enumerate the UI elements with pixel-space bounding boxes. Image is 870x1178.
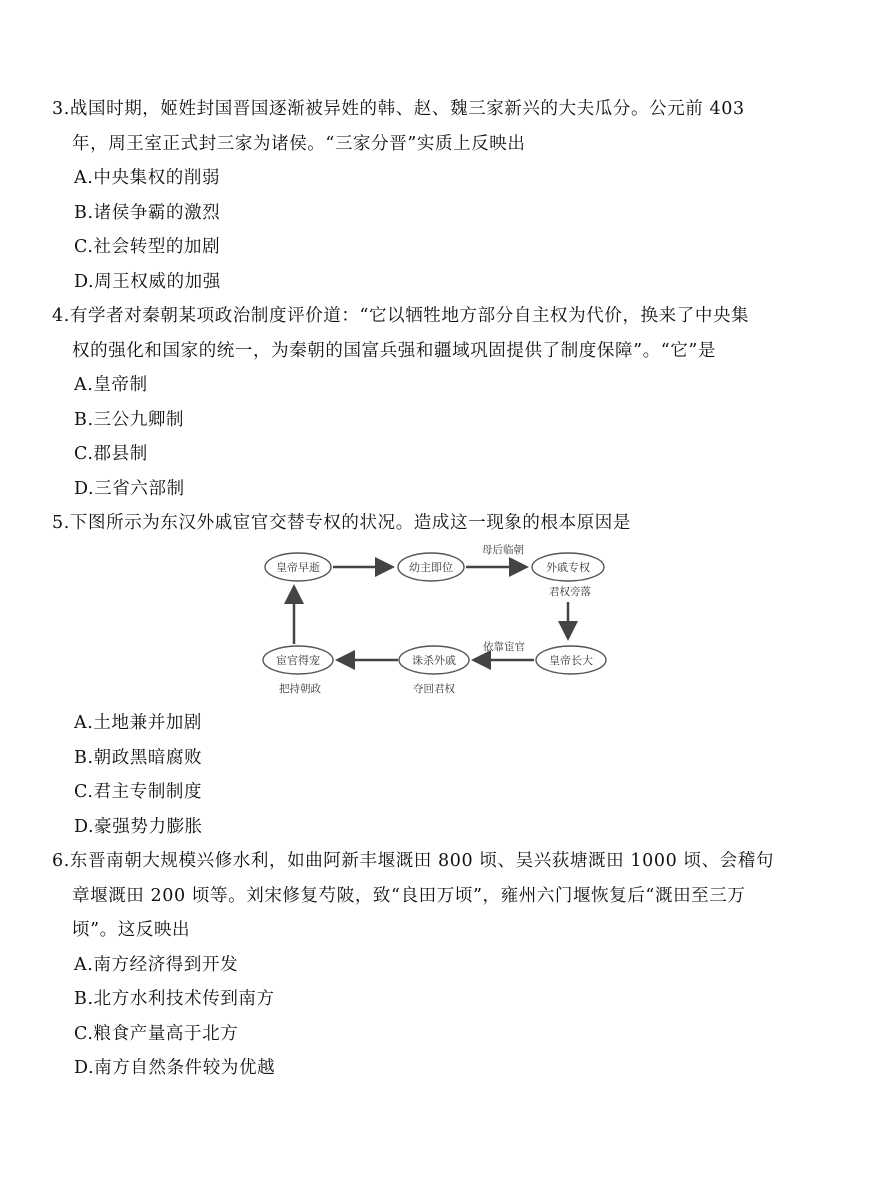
label-power-falls: 君权旁落 [549,586,591,598]
node-child-ascends [398,553,464,581]
svg-text:诛杀外戚: 诛杀外戚 [412,654,456,667]
q3-option-d: D.周王权威的加强 [74,272,221,292]
q5-option-c: C.君主专制制度 [74,782,203,802]
q3-option-b: B.诸侯争霸的激烈 [74,203,221,223]
q4-option-d: D.三省六部制 [74,479,185,499]
q6-option-d: D.南方自然条件较为优越 [74,1058,276,1078]
q6-stem-line-1: 6.东晋南朝大规模兴修水利，如曲阿新丰堰溉田 800 顷、吴兴荻塘溉田 1000 顷、会稽句 [52,851,774,871]
label-control-court: 把持朝政 [279,683,321,695]
svg-text:幼主即位: 幼主即位 [409,561,453,574]
svg-text:外戚专权: 外戚专权 [546,561,590,574]
svg-text:皇帝早逝: 皇帝早逝 [276,561,320,574]
q5-option-b: B.朝政黑暗腐败 [74,748,203,768]
q6-option-b: B.北方水利技术传到南方 [74,989,275,1009]
svg-text:宦官得宠: 宦官得宠 [276,654,320,667]
power-cycle-diagram [258,540,618,700]
label-rely-eunuch: 依靠宦官 [483,641,525,653]
node-consort-power [532,553,604,581]
q3-option-c: C.社会转型的加剧 [74,237,221,257]
q4-stem-line-1: 4.有学者对秦朝某项政治制度评价道：“它以牺牲地方部分自主权为代价，换来了中央集 [52,306,750,326]
q3-stem-line-1: 3.战国时期，姬姓封国晋国逐渐被异姓的韩、赵、魏三家新兴的大夫瓜分。公元前 403 [52,99,745,119]
node-emperor-dies [265,553,331,581]
node-eunuch-favor [263,646,333,674]
label-regain-power: 夺回君权 [413,683,455,695]
q6-stem-line-2: 章堰溉田 200 顷等。刘宋修复芍陂，致“良田万顷”，雍州六门堰恢复后“溉田至三万 [72,886,746,906]
node-kill-consort [399,646,469,674]
q4-option-c: C.郡县制 [74,444,148,464]
q3-option-a: A.中央集权的削弱 [74,168,221,188]
q5-option-a: A.土地兼并加剧 [74,713,203,733]
label-regency: 母后临朝 [482,544,524,556]
svg-text:皇帝长大: 皇帝长大 [549,654,593,667]
q4-option-b: B.三公九卿制 [74,410,185,430]
q6-stem-line-3: 顷”。这反映出 [72,920,191,940]
q5-option-d: D.豪强势力膨胀 [74,817,203,837]
q4-stem-line-2: 权的强化和国家的统一，为秦朝的国富兵强和疆域巩固提供了制度保障”。“它”是 [72,341,717,361]
q6-option-a: A.南方经济得到开发 [74,955,239,975]
q6-option-c: C.粮食产量高于北方 [74,1024,239,1044]
q3-stem-line-2: 年，周王室正式封三家为诸侯。“三家分晋”实质上反映出 [72,134,526,154]
node-emperor-grows [536,646,606,674]
q5-stem-line-1: 5.下图所示为东汉外戚宦官交替专权的状况。造成这一现象的根本原因是 [52,513,631,533]
q4-option-a: A.皇帝制 [74,375,148,395]
